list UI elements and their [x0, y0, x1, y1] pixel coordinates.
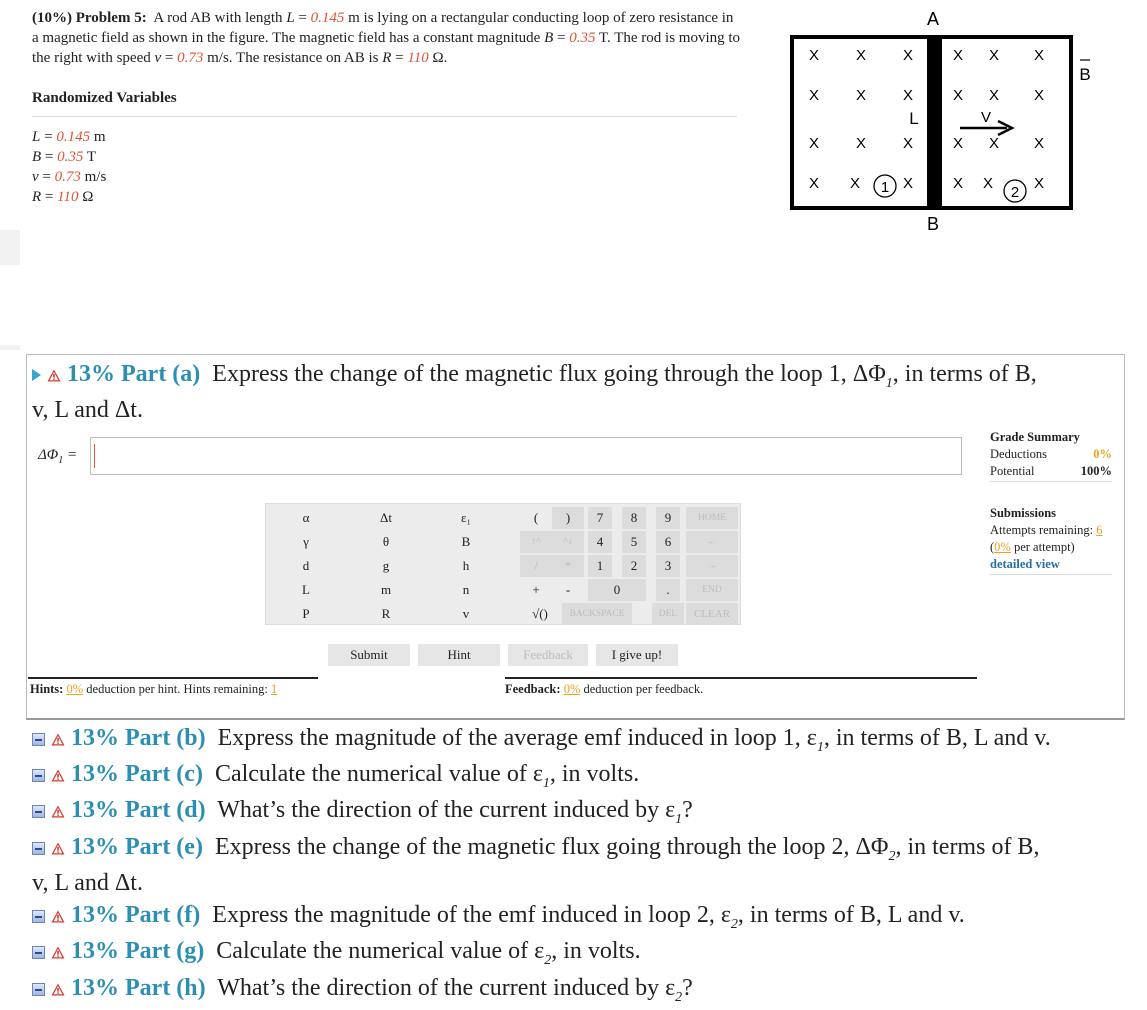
- subscript: 2: [888, 848, 896, 864]
- var-row: R = 110 Ω: [32, 189, 94, 205]
- hints-text: deduction per hint. Hints remaining:: [86, 682, 268, 696]
- key-1[interactable]: 1: [588, 555, 612, 577]
- home-button[interactable]: HOME: [686, 507, 738, 529]
- cursor-right-button[interactable]: →: [686, 555, 738, 577]
- part-question: , in volts.: [551, 938, 641, 964]
- random-value: 0.145: [310, 10, 345, 26]
- part-question: ?: [682, 797, 693, 823]
- expand-triangle-icon[interactable]: [32, 369, 41, 381]
- key-8[interactable]: 8: [622, 507, 646, 529]
- field-cross-mark: X: [952, 175, 964, 192]
- attempts-label: Attempts remaining:: [990, 523, 1094, 537]
- problem-text: m/s. The resistance on AB is: [207, 50, 379, 66]
- subscript: 1: [675, 811, 683, 827]
- collapse-icon[interactable]: [32, 910, 45, 923]
- attempts-row: [990, 522, 1112, 539]
- random-value: 0.145: [56, 129, 91, 145]
- subscript: 2: [675, 989, 683, 1005]
- answer-label: [38, 447, 77, 466]
- key-h[interactable]: h: [462, 558, 470, 573]
- field-cross-mark: X: [982, 175, 994, 192]
- equals-sign: =: [553, 30, 570, 46]
- key-theta[interactable]: θ: [382, 534, 390, 549]
- collapse-icon[interactable]: [32, 805, 45, 818]
- key-alpha[interactable]: α: [302, 510, 310, 525]
- part-question: v, L and Δt.: [32, 870, 143, 896]
- var-unit: m/s: [84, 169, 107, 185]
- loop-diagram: [780, 0, 1110, 240]
- part-question: ?: [682, 975, 693, 1001]
- field-cross-mark: X: [952, 47, 964, 64]
- attempts-value: 6: [1096, 523, 1103, 537]
- subscript: 1: [58, 455, 64, 466]
- var-row: v = 0.73 m/s: [32, 169, 107, 185]
- collapse-icon[interactable]: [32, 946, 45, 959]
- clear-button[interactable]: CLEAR: [686, 603, 738, 625]
- feedback-pct: 0%: [563, 682, 581, 696]
- part-question: , in terms of B, L and v.: [823, 725, 1051, 751]
- part-question: , in terms of B,: [892, 361, 1037, 387]
- part-percent: 13% Part (b): [71, 725, 206, 751]
- var-unit: T: [86, 149, 97, 165]
- divider: [990, 481, 1112, 482]
- part-percent: 13% Part (e): [71, 834, 203, 860]
- equals-sign: =: [294, 10, 311, 26]
- part-question: What’s the direction of the current induced by ε: [217, 975, 676, 1001]
- field-cross-mark: X: [808, 175, 820, 192]
- hints-remaining: 1: [270, 682, 278, 696]
- problem-text: m is lying on a rectangular conducting loop of zero resistance in a magnetic field as shown in the figure. The magnetic field has a constant magnitude: [32, 10, 734, 46]
- key-decimal[interactable]: .: [656, 579, 680, 601]
- var-unit: Ω: [82, 189, 94, 205]
- key-0[interactable]: 0: [588, 579, 646, 601]
- label-b: B: [926, 214, 940, 234]
- loop2-label: 2: [1010, 184, 1020, 201]
- randomized-list: [32, 127, 106, 207]
- subscript: 1: [816, 739, 824, 755]
- warning-icon: [51, 733, 65, 746]
- problem-statement: [32, 8, 742, 68]
- collapse-icon[interactable]: [32, 983, 45, 996]
- rod-ab: [927, 37, 942, 208]
- label-l: L: [909, 109, 919, 128]
- field-cross-mark: X: [902, 175, 914, 192]
- var-unit: m: [93, 129, 106, 145]
- key-3[interactable]: 3: [656, 555, 680, 577]
- warning-icon: [47, 369, 61, 382]
- field-cross-mark: X: [902, 47, 914, 64]
- divider: [990, 574, 1112, 575]
- key-n[interactable]: n: [462, 582, 470, 597]
- part-percent: 13% Part (g): [71, 938, 205, 964]
- problem-figure: [780, 0, 1110, 240]
- warning-icon: [51, 769, 65, 782]
- cursor-left-button[interactable]: ←: [686, 531, 738, 553]
- warning-icon: [51, 842, 65, 855]
- hints-pct: 0%: [66, 682, 84, 696]
- feedback-text: deduction per feedback.: [583, 682, 704, 696]
- part-percent: 13% Part (c): [71, 761, 203, 787]
- part-question: Calculate the numerical value of ε: [214, 761, 543, 787]
- divider: [505, 677, 977, 679]
- key-v[interactable]: v: [462, 606, 470, 621]
- part-question: Express the magnitude of the average emf induced in loop 1, ε: [217, 725, 817, 751]
- problem-text: T. The rod is moving to the right with speed: [32, 30, 741, 66]
- per-attempt-label: per attempt): [1013, 540, 1075, 554]
- randomized-heading: Randomized Variables: [32, 90, 177, 106]
- hints-info: [30, 682, 277, 697]
- var-symbol: R: [32, 189, 42, 205]
- submissions-title: Submissions: [990, 506, 1057, 520]
- subscript: 1: [542, 775, 550, 791]
- random-value: 0.35: [569, 30, 596, 46]
- field-cross-mark: X: [855, 87, 867, 104]
- warning-icon: [51, 983, 65, 996]
- collapse-icon[interactable]: [32, 733, 45, 746]
- key-multiply[interactable]: *: [552, 555, 584, 577]
- deductions-row: [990, 446, 1112, 463]
- key-5[interactable]: 5: [622, 531, 646, 553]
- part-percent: 13% Part (a): [67, 361, 201, 387]
- problem-heading: (10%) Problem 5:: [32, 10, 147, 26]
- part-question: Express the magnitude of the emf induced in loop 2, ε: [212, 902, 731, 928]
- field-crosses: [809, 47, 1044, 192]
- key-open-paren[interactable]: (: [533, 510, 539, 525]
- feedback-label: Feedback:: [505, 682, 561, 696]
- end-button[interactable]: END: [686, 579, 738, 601]
- give-up-button[interactable]: I give up!: [596, 644, 678, 666]
- part-percent: 13% Part (f): [71, 902, 201, 928]
- key-close-paren[interactable]: ): [552, 507, 584, 529]
- part-question: Express the change of the magnetic flux going through the loop 2, ΔΦ: [214, 834, 889, 860]
- field-cross-mark: X: [902, 87, 914, 104]
- key-b[interactable]: B: [461, 534, 471, 549]
- part-question: , in terms of B, L and v.: [737, 902, 965, 928]
- var-symbol: v: [154, 50, 162, 66]
- field-cross-mark: X: [808, 87, 820, 104]
- key-minus[interactable]: -: [565, 582, 571, 597]
- part-a-header[interactable]: [32, 356, 1037, 402]
- equals-sign: =: [63, 447, 78, 463]
- hint-button[interactable]: Hint: [418, 644, 500, 666]
- answer-symbol: ΔΦ: [38, 447, 59, 463]
- part-header: [32, 865, 143, 901]
- key-6[interactable]: 6: [656, 531, 680, 553]
- divider: [32, 116, 737, 117]
- part-a-header-cont: v, L and Δt.: [32, 397, 143, 423]
- key-d[interactable]: d: [302, 558, 310, 573]
- field-cross-mark: X: [1033, 175, 1045, 192]
- subscript: 1: [885, 375, 893, 391]
- key-gamma[interactable]: γ: [303, 534, 309, 549]
- part-question: , in terms of B,: [895, 834, 1040, 860]
- field-cross-mark: X: [902, 135, 914, 152]
- key-l[interactable]: L: [302, 582, 310, 597]
- symbol-keypad: [265, 503, 741, 625]
- part-percent: 13% Part (d): [71, 797, 206, 823]
- divider: [28, 677, 318, 679]
- field-cross-mark: X: [952, 135, 964, 152]
- key-subscript[interactable]: ^↓: [552, 531, 584, 553]
- collapse-icon[interactable]: [32, 842, 45, 855]
- key-plus[interactable]: +: [532, 582, 540, 597]
- key-r[interactable]: R: [381, 606, 391, 621]
- var-symbol: R: [382, 50, 392, 66]
- subscript: 2: [730, 916, 738, 932]
- key-m[interactable]: m: [380, 582, 392, 597]
- answer-input[interactable]: [90, 437, 962, 475]
- field-cross-mark: X: [808, 135, 820, 152]
- per-attempt-value: 0%: [994, 540, 1011, 554]
- warning-icon: [51, 910, 65, 923]
- key-sqrt[interactable]: √(): [532, 606, 548, 621]
- key-g[interactable]: g: [382, 558, 390, 573]
- random-value: 110: [57, 189, 79, 205]
- deductions-label: Deductions: [990, 447, 1047, 461]
- key-superscript[interactable]: ↑^: [520, 531, 552, 553]
- part-question: What’s the direction of the current induced by ε: [217, 797, 676, 823]
- key-epsilon1[interactable]: ε₁: [461, 510, 471, 525]
- var-symbol: v: [32, 169, 39, 185]
- random-value: 0.35: [57, 149, 84, 165]
- field-cross-mark: X: [849, 175, 861, 192]
- part-question: Calculate the numerical value of ε: [216, 938, 545, 964]
- random-value: 0.73: [54, 169, 81, 185]
- var-symbol: B: [544, 30, 554, 46]
- loop1-label: 1: [880, 179, 890, 196]
- part-header[interactable]: [32, 970, 693, 1010]
- field-cross-mark: X: [1033, 47, 1045, 64]
- key-9[interactable]: 9: [656, 507, 680, 529]
- key-7[interactable]: 7: [588, 507, 612, 529]
- feedback-button[interactable]: Feedback: [508, 644, 588, 666]
- random-value: 110: [407, 50, 429, 66]
- problem-text: A rod AB with length: [153, 10, 283, 26]
- backspace-button[interactable]: BACKSPACE: [562, 603, 632, 625]
- label-field: B: [1079, 65, 1091, 84]
- var-symbol: L: [286, 10, 295, 26]
- potential-row: [990, 463, 1112, 480]
- field-cross-mark: X: [855, 135, 867, 152]
- field-cross-mark: X: [1033, 135, 1045, 152]
- field-cross-mark: X: [988, 87, 1000, 104]
- grade-summary: [990, 429, 1112, 575]
- var-symbol: L: [32, 129, 41, 145]
- warning-icon: [51, 946, 65, 959]
- field-cross-mark: X: [1033, 87, 1045, 104]
- submit-button[interactable]: Submit: [328, 644, 410, 666]
- field-cross-mark: X: [952, 87, 964, 104]
- part-percent: 13% Part (h): [71, 975, 206, 1001]
- equals-sign: =: [161, 50, 178, 66]
- subscript: 2: [544, 952, 552, 968]
- deductions-value: 0%: [1093, 447, 1112, 461]
- part-question: Express the change of the magnetic flux going through the loop 1, ΔΦ: [212, 361, 886, 387]
- var-row: L = 0.145 m: [32, 129, 106, 145]
- problem-text: Ω.: [432, 50, 448, 66]
- part-question: , in volts.: [549, 761, 640, 787]
- random-value: 0.73: [177, 50, 204, 66]
- potential-value: 100%: [1080, 464, 1112, 478]
- key-divide[interactable]: /: [520, 555, 552, 577]
- part-header[interactable]: [32, 829, 1039, 875]
- per-attempt-row: (0% per attempt): [990, 540, 1075, 554]
- key-delta-t[interactable]: Δt: [380, 510, 392, 525]
- key-p[interactable]: P: [302, 606, 310, 621]
- feedback-info: [505, 682, 703, 697]
- field-cross-mark: X: [855, 47, 867, 64]
- hints-label: Hints:: [30, 682, 64, 696]
- var-symbol: B: [32, 149, 42, 165]
- field-cross-mark: X: [808, 47, 820, 64]
- collapse-icon[interactable]: [32, 769, 45, 782]
- var-row: B = 0.35 T: [32, 149, 97, 165]
- field-cross-mark: X: [988, 47, 1000, 64]
- potential-label: Potential: [990, 464, 1035, 478]
- key-4[interactable]: 4: [588, 531, 612, 553]
- field-cross-mark: X: [988, 135, 1000, 152]
- del-button[interactable]: DEL: [652, 603, 684, 625]
- label-v: V: [980, 109, 992, 126]
- detailed-view-link[interactable]: detailed view: [990, 557, 1060, 571]
- label-a: A: [926, 9, 940, 29]
- left-edge-patch: [0, 265, 30, 345]
- grade-title: Grade Summary: [990, 430, 1080, 444]
- warning-icon: [51, 805, 65, 818]
- equals-sign: =: [391, 50, 408, 66]
- key-2[interactable]: 2: [622, 555, 646, 577]
